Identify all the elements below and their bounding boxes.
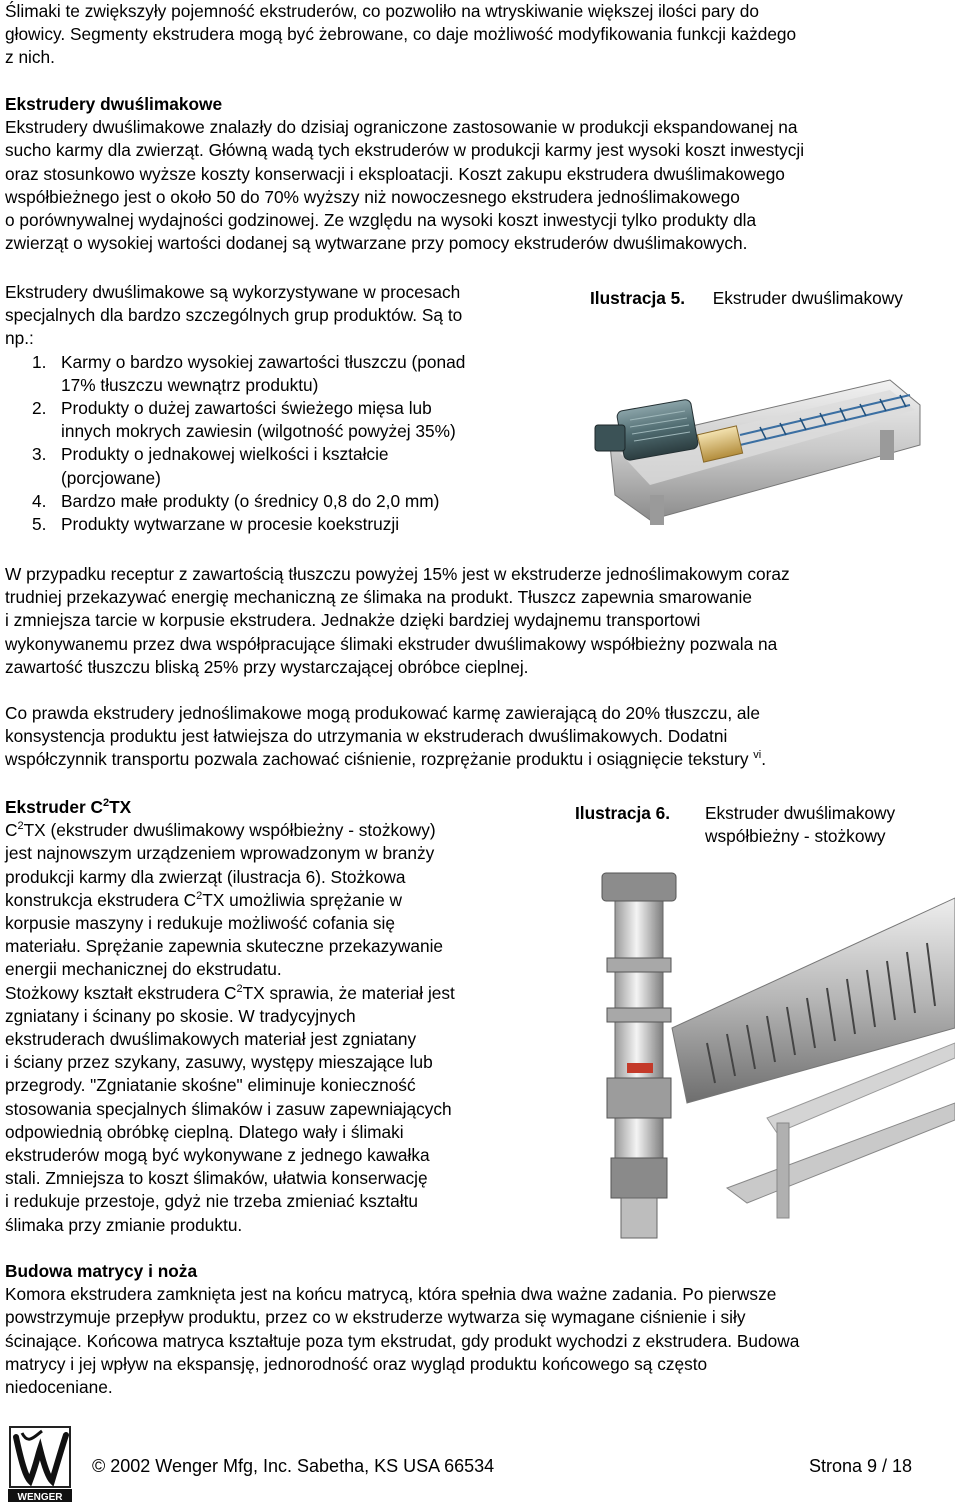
body-text: TX (ekstruder dwuślimakowy współbieżny - stożkowy) <box>23 820 436 841</box>
list-item-text: 17% tłuszczu wewnątrz produktu) <box>61 374 319 395</box>
body-line: korpusie maszyny i redukuje możliwość cofania się <box>5 913 395 934</box>
body-text: współczynnik transportu pozwala zachować ciśnienie, rozprężanie produktu i osiągnięcie tekstury <box>5 749 749 770</box>
section-heading: Ekstrudery dwuślimakowe <box>5 94 223 114</box>
body-line: jest najnowszym urządzeniem wprowadzonym w branży <box>5 843 435 864</box>
superscript: 2 <box>236 982 243 995</box>
die-section <box>5 1260 953 1399</box>
footnote-reference[interactable]: vi <box>753 749 762 762</box>
conical-extruder-illustration <box>577 858 955 1243</box>
wenger-logo <box>8 1425 72 1503</box>
body-line: matrycy i jej wpływ na ekspansję, jednorodność oraz wygląd produktu końcowego są często <box>5 1353 708 1374</box>
list-item <box>5 351 565 397</box>
body-line <box>5 819 565 842</box>
list-item-text: Produkty o dużej zawartości świeżego mięsa lub <box>61 398 432 419</box>
body-line <box>5 889 565 912</box>
list-item-text: Produkty o jednakowej wielkości i kształcie <box>61 444 389 465</box>
body-line: zawartość tłuszczu bliską 25% przy wystarczającej obróbce cieplnej. <box>5 656 529 677</box>
body-line: stosowania specjalnych ślimaków i zasuw zapewniających <box>5 1098 452 1119</box>
list-number: 3. <box>32 444 47 465</box>
body-line: ekstruderów mogą być wykonywane z jednego kawałka <box>5 1145 430 1166</box>
body-text: Stożkowy kształt ekstrudera C <box>5 982 237 1003</box>
section-heading: Budowa matrycy i noża <box>5 1261 198 1281</box>
body-line: Komora ekstrudera zamknięta jest na końcu matrycą, która spełnia dwa ważne zadania. Po pierwsze <box>5 1284 777 1305</box>
body-line: o porównywalnej wydajności godzinowej. Ze względu na wysoki koszt inwestycji tylko produkty dla <box>5 210 757 231</box>
body-line: konsystencja produktu jest łatwiejsza do utrzymania w ekstruderach dwuślimakowych. Dodatni <box>5 726 728 747</box>
superscript: 2 <box>17 820 24 833</box>
heading-text: Ekstruder C <box>5 797 103 817</box>
body-line: stali. Zmniejsza to koszt ślimaków, ułatwia konserwację <box>5 1168 428 1189</box>
body-text: konstrukcja ekstrudera C <box>5 889 197 910</box>
list-item-text: (porcjowane) <box>61 467 161 488</box>
list-item-text: Bardzo małe produkty (o średnicy 0,8 do 2,0 mm) <box>61 490 440 511</box>
figure-6-image <box>577 858 955 1243</box>
list-item <box>5 490 565 513</box>
body-line: i zmniejsza tarcie w korpusie ekstrudera. Jednakże dzięki bardziej wydajnemu transportowi <box>5 610 701 631</box>
figure-5-caption <box>590 287 903 310</box>
list-item-text: innych mokrych zawiesin (wilgotność powyżej 35%) <box>61 421 456 442</box>
body-text: . <box>761 749 767 770</box>
body-line: produkcji karmy dla zwierząt (ilustracja 6). Stożkowa <box>5 866 406 887</box>
superscript: 2 <box>102 797 110 809</box>
list-item <box>5 443 565 489</box>
body-line: Co prawda ekstrudery jednoślimakowe mogą produkować karmę zawierającą do 20% tłuszczu, ale <box>5 703 760 723</box>
body-line: Ekstrudery dwuślimakowe są wykorzystywane w procesach <box>5 282 461 302</box>
list-item-text: Produkty wytwarzane w procesie koekstruzji <box>61 514 400 535</box>
body-line <box>5 748 953 771</box>
superscript: 2 <box>196 889 203 902</box>
body-line: W przypadku receptur z zawartością tłuszczu powyżej 15% jest w ekstruderze jednoślimakowym coraz <box>5 564 790 584</box>
body-line: wykonywanemu przez dwa współpracujące ślimaki ekstruder dwuślimakowy współbieżny pozwala na <box>5 633 778 654</box>
intro-paragraph <box>5 0 953 70</box>
body-line: sucho karmy dla zwierząt. Główną wadą tych ekstruderów w produkcji karmy jest wysoki koszt inwestycji <box>5 140 805 161</box>
intro-line: z nich. <box>5 47 55 68</box>
page-number: Strona 9 / 18 <box>809 1456 913 1476</box>
body-line: trudniej przekazywać energię mechaniczną ze ślimaka na produkt. Tłuszcz zapewnia smarowanie <box>5 587 752 608</box>
body-line: ekstruderach dwuślimakowych materiał jest zgniatany <box>5 1029 417 1050</box>
single-screw-paragraph <box>5 702 953 772</box>
body-line: i redukuje przestoje, gdyż nie trzeba zmieniać kształtu <box>5 1191 419 1212</box>
body-line: ścinające. Końcowa matryca kształtuje poza tym ekstrudat, gdy produkt wychodzi z ekstrudera. Budowa <box>5 1330 800 1351</box>
twin-screw-section <box>5 93 953 255</box>
list-item <box>5 397 565 443</box>
figure-caption-text: Ekstruder dwuślimakowy <box>705 803 896 823</box>
list-item-text: Karmy o bardzo wysokiej zawartości tłuszczu (ponad <box>61 351 466 372</box>
body-line: materiału. Sprężanie zapewnia skuteczne przekazywanie <box>5 936 444 957</box>
body-line: przegrody. "Zgniatanie skośne" eliminuje konieczność <box>5 1075 416 1096</box>
logo-text: WENGER <box>17 1492 63 1503</box>
list-number: 1. <box>32 351 47 372</box>
body-text: TX umożliwia sprężanie w <box>202 889 403 910</box>
fat-paragraph <box>5 563 953 679</box>
twin-screw-extruder-illustration <box>590 335 930 535</box>
body-text: TX sprawia, że materiał jest <box>242 982 455 1003</box>
intro-line: głowicy. Segmenty ekstrudera mogą być żebrowane, co daje możliwość modyfikowania funkcji każdego <box>5 24 797 45</box>
list-number: 5. <box>32 514 47 535</box>
body-line: energii mechanicznej do ekstrudatu. <box>5 959 282 980</box>
body-line: Ekstrudery dwuślimakowe znalazły do dzisiaj ograniczone zastosowanie w produkcji ekspandowanej na <box>5 117 798 138</box>
figure-caption-text: współbieżny - stożkowy <box>705 826 886 847</box>
figure-6-caption <box>575 802 895 848</box>
figure-caption-text: Ekstruder dwuślimakowy <box>712 288 903 308</box>
body-line: odpowiednią obróbkę cieplną. Dlatego wały i ślimaki <box>5 1121 404 1142</box>
body-text: C <box>5 820 18 841</box>
body-line: specjalnych dla bardzo szczególnych grup produktów. Są to <box>5 305 463 326</box>
body-line: powstrzymuje przepływ produktu, przez co w ekstruderze wytwarza się wymagane ciśnienie i siły <box>5 1307 746 1328</box>
list-item <box>5 513 565 536</box>
body-line: niedoceniane. <box>5 1377 113 1398</box>
body-line: współbieżnego jest o około 50 do 70% wyższy niż nowoczesnego ekstrudera jednoślimakowego <box>5 186 740 207</box>
c2tx-section <box>5 796 565 1237</box>
section-heading <box>5 796 565 819</box>
figure-5-image <box>590 335 930 535</box>
product-list <box>5 351 565 537</box>
heading-text: TX <box>109 797 132 817</box>
figure-label: Ilustracja 5. <box>590 288 686 308</box>
usage-section <box>5 281 565 536</box>
body-line: zwierząt o wysokiej wartości dodanej są wytwarzane przy pomocy ekstruderów dwuślimakowych. <box>5 233 748 254</box>
body-line: i ściany przez szykany, zasuwy, występy mieszające lub <box>5 1052 433 1073</box>
list-number: 4. <box>32 490 47 511</box>
body-line: oraz stosunkowo wyższe koszty konserwacji i eksploatacji. Koszt zakupu ekstrudera dwuślimakowego <box>5 163 785 184</box>
body-line <box>5 982 565 1005</box>
body-line: ślimaka przy zmianie produktu. <box>5 1214 243 1235</box>
footer-copyright: © 2002 Wenger Mfg, Inc. Sabetha, KS USA 66534 <box>92 1456 495 1476</box>
body-line: np.: <box>5 328 34 349</box>
body-line: zgniatany i ścinany po skosie. W tradycyjnych <box>5 1005 356 1026</box>
figure-label: Ilustracja 6. <box>575 803 671 823</box>
list-number: 2. <box>32 398 47 419</box>
intro-line: Ślimaki te zwiększyły pojemność ekstruderów, co pozwoliło na wtryskiwanie większej ilości pary do <box>5 1 759 21</box>
wenger-logo-icon <box>8 1425 72 1503</box>
